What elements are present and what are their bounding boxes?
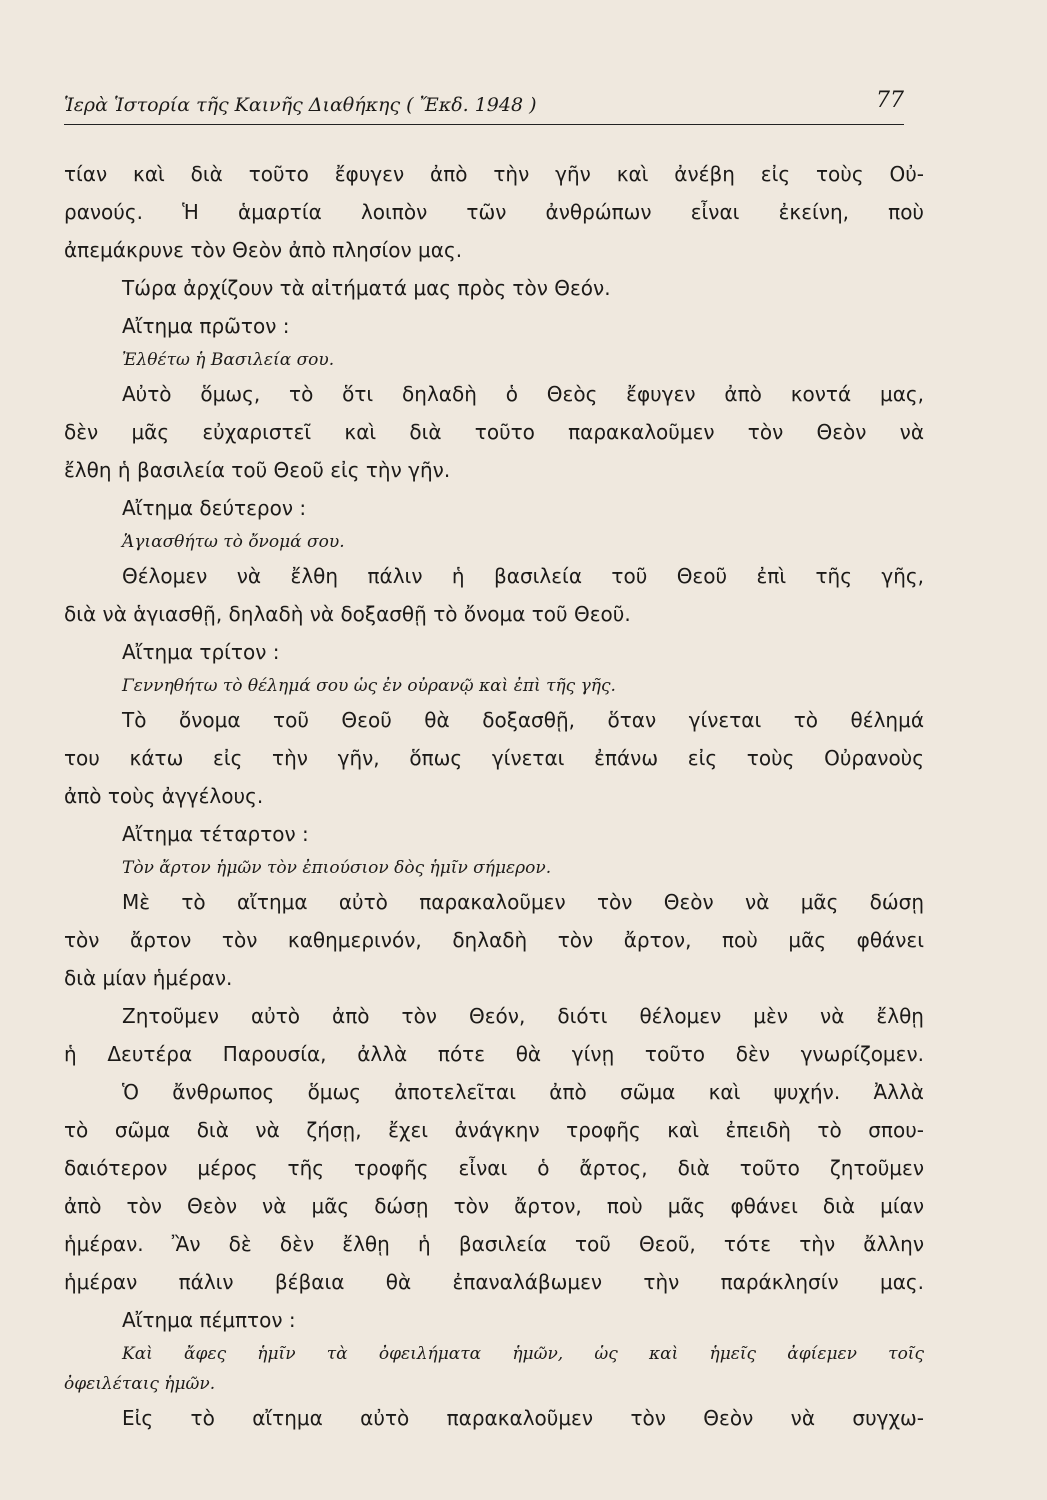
text-line: ἀπεμάκρυνε τὸν Θεὸν ἀπὸ πλησίον μας.	[64, 238, 463, 262]
section-heading: Αἴτημα πέμπτον :	[122, 1308, 296, 1332]
text-line: Εἰς τὸ αἴτημα αὐτὸ παρακαλοῦμεν τὸν Θεὸν νὰ συγχω-	[122, 1406, 924, 1430]
section-heading: Αἴτημα τέταρτον :	[122, 822, 309, 846]
text-line: τίαν καὶ διὰ τοῦτο ἔφυγεν ἀπὸ τὴν γῆν καὶ ἀνέβη εἰς τοὺς Οὐ-	[64, 162, 924, 186]
running-title: Ἱερὰ Ἱστορία τῆς Καινῆς Διαθήκης ( Ἔκδ. 1948 )	[64, 94, 537, 116]
text-line: Ζητοῦμεν αὐτὸ ἀπὸ τὸν Θεόν, διότι θέλομεν μὲν νὰ ἔλθῃ	[122, 1004, 924, 1028]
prayer-quote: ὀφειλέταις ἡμῶν.	[64, 1374, 216, 1394]
prayer-quote: Γεννηθήτω τὸ θέλημά σου ὡς ἐν οὐρανῷ καὶ ἐπὶ τῆς γῆς.	[122, 676, 616, 696]
text-line: Μὲ τὸ αἴτημα αὐτὸ παρακαλοῦμεν τὸν Θεὸν νὰ μᾶς δώσῃ	[122, 890, 924, 914]
section-heading: Αἴτημα τρίτον :	[122, 640, 280, 664]
text-line: ἡμέραν πάλιν βέβαια θὰ ἐπαναλάβωμεν τὴν παράκλησίν μας.	[64, 1270, 924, 1294]
text-line: δαιότερον μέρος τῆς τροφῆς εἶναι ὁ ἄρτος, διὰ τοῦτο ζητοῦμεν	[64, 1156, 924, 1180]
prayer-quote: Τὸν ἄρτον ἡμῶν τὸν ἐπιούσιον δὸς ἡμῖν σήμερον.	[122, 858, 552, 878]
text-line: Τὸ ὄνομα τοῦ Θεοῦ θὰ δοξασθῇ, ὅταν γίνεται τὸ θέλημά	[122, 708, 924, 732]
text-line: ἀπὸ τὸν Θεὸν νὰ μᾶς δώσῃ τὸν ἄρτον, ποὺ μᾶς φθάνει διὰ μίαν	[64, 1194, 924, 1218]
prayer-quote: Καὶ ἄφες ἡμῖν τὰ ὀφειλήματα ἡμῶν, ὡς καὶ ἡμεῖς ἀφίεμεν τοῖς	[122, 1344, 924, 1364]
page-body	[64, 155, 924, 1437]
text-line: διὰ νὰ ἁγιασθῇ, δηλαδὴ νὰ δοξασθῇ τὸ ὄνομα τοῦ Θεοῦ.	[64, 602, 631, 626]
prayer-quote: Ἁγιασθήτω τὸ ὄνομά σου.	[122, 532, 345, 552]
text-line: διὰ μίαν ἡμέραν.	[64, 966, 233, 990]
text-line: Θέλομεν νὰ ἔλθη πάλιν ἡ βασιλεία τοῦ Θεοῦ ἐπὶ τῆς γῆς,	[122, 564, 924, 588]
section-heading: Αἴτημα δεύτερον :	[122, 496, 307, 520]
section-heading: Αἴτημα πρῶτον :	[122, 314, 290, 338]
page-header	[64, 88, 904, 120]
text-line: τὸν ἄρτον τὸν καθημερινόν, δηλαδὴ τὸν ἄρτον, ποὺ μᾶς φθάνει	[64, 928, 924, 952]
header-rule	[64, 124, 904, 125]
text-line: ρανούς. Ἡ ἁμαρτία λοιπὸν τῶν ἀνθρώπων εἶναι ἐκείνη, ποὺ	[64, 200, 924, 224]
text-line: ἡ Δευτέρα Παρουσία, ἀλλὰ πότε θὰ γίνῃ τοῦτο δὲν γνωρίζομεν.	[64, 1042, 924, 1066]
text-line: ἔλθη ἡ βασιλεία τοῦ Θεοῦ εἰς τὴν γῆν.	[64, 458, 451, 482]
prayer-quote: Ἐλθέτω ἡ Βασιλεία σου.	[122, 350, 335, 370]
page-number: 77	[876, 88, 904, 113]
text-line: Ὁ ἄνθρωπος ὅμως ἀποτελεῖται ἀπὸ σῶμα καὶ ψυχήν. Ἀλλὰ	[122, 1080, 924, 1104]
text-line: ἡμέραν. Ἂν δὲ δὲν ἔλθῃ ἡ βασιλεία τοῦ Θεοῦ, τότε τὴν ἄλλην	[64, 1232, 924, 1256]
text-line: τὸ σῶμα διὰ νὰ ζήσῃ, ἔχει ἀνάγκην τροφῆς καὶ ἐπειδὴ τὸ σπου-	[64, 1118, 924, 1142]
text-line: Τώρα ἀρχίζουν τὰ αἰτήματά μας πρὸς τὸν Θεόν.	[122, 276, 611, 300]
text-line: ἀπὸ τοὺς ἀγγέλους.	[64, 784, 264, 808]
text-line: Αὐτὸ ὅμως, τὸ ὅτι δηλαδὴ ὁ Θεὸς ἔφυγεν ἀπὸ κοντά μας,	[122, 382, 924, 406]
text-line: του κάτω εἰς τὴν γῆν, ὅπως γίνεται ἐπάνω εἰς τοὺς Οὐρανοὺς	[64, 746, 924, 770]
text-line: δὲν μᾶς εὐχαριστεῖ καὶ διὰ τοῦτο παρακαλοῦμεν τὸν Θεὸν νὰ	[64, 420, 924, 444]
